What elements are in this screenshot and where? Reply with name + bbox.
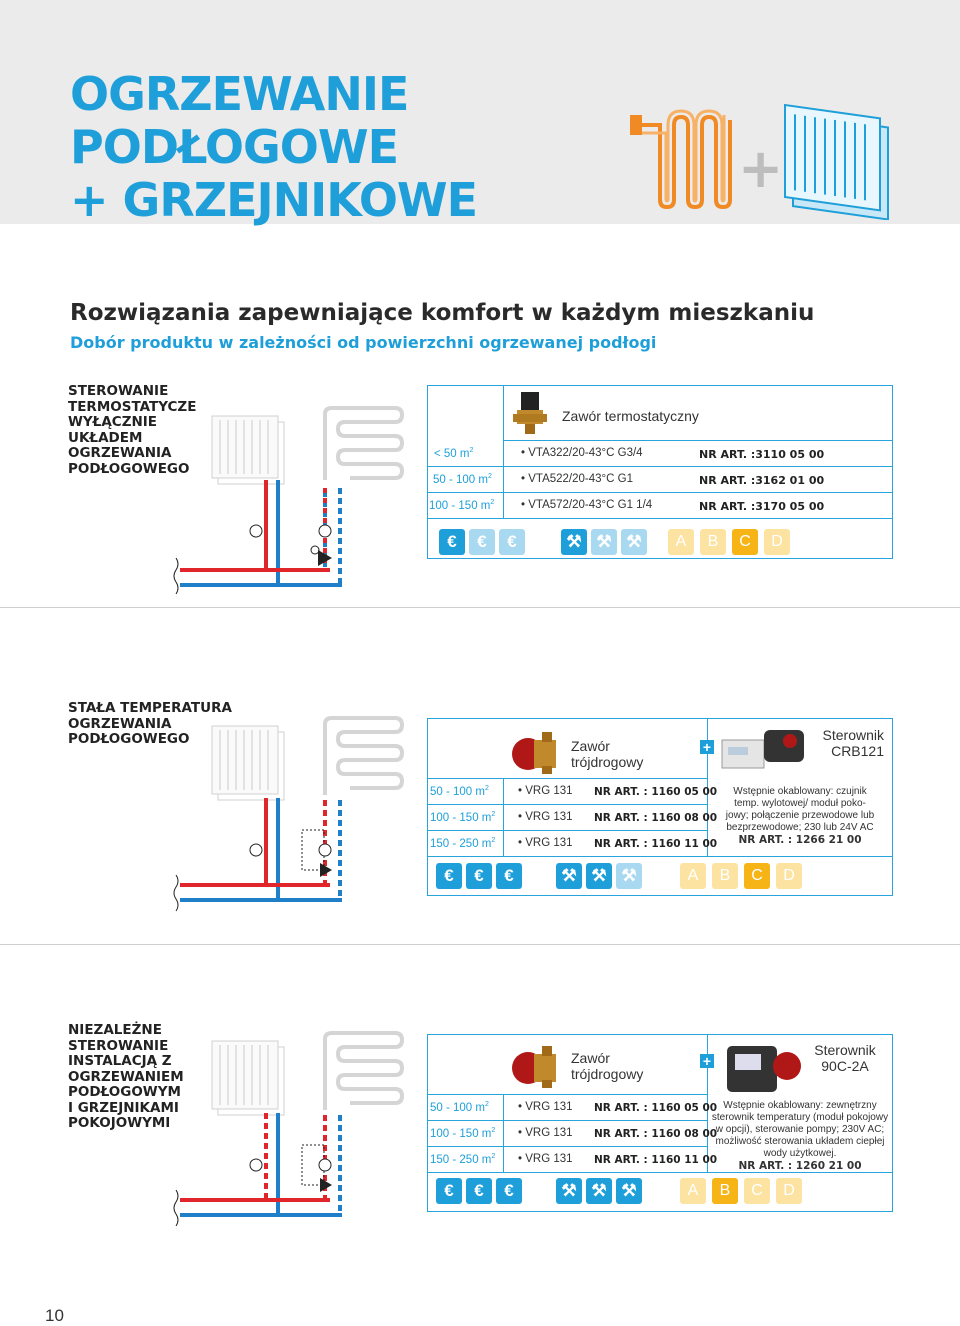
section-3-diagram: [170, 1025, 420, 1230]
wrench-icon: ⚒: [556, 1178, 582, 1204]
article-number: NR ART. : 1266 21 00: [738, 834, 862, 846]
section-2-diagram: [170, 710, 420, 915]
divider: [0, 944, 960, 945]
article-number: NR ART. : 1160 11 00: [594, 1154, 718, 1166]
class-badge: C: [744, 863, 770, 889]
class-badge: A: [680, 1178, 706, 1204]
plus-icon: +: [738, 137, 784, 200]
product-name: • VRG 131: [518, 1153, 573, 1165]
euro-icon: €: [466, 1178, 492, 1204]
class-badge: D: [764, 529, 790, 555]
area-range: 50 - 100 $m^2$: [430, 1101, 489, 1114]
valve-caption: Zawór trójdrogowy: [571, 1050, 644, 1082]
title-line: + GRZEJNIKOWE: [70, 173, 478, 227]
wrench-icon: ⚒: [621, 529, 647, 555]
euro-icon: €: [436, 1178, 462, 1204]
area-range: 50 - 100 $m^2$: [433, 473, 492, 486]
page-title: [70, 68, 477, 227]
plus-icon: +: [700, 1054, 714, 1068]
valve-caption: Zawór trójdrogowy: [571, 738, 644, 770]
article-number: NR ART. : 1160 11 00: [594, 838, 718, 850]
product-name: • VTA522/20-43°C G1: [521, 473, 633, 485]
article-number: NR ART. : 1160 05 00: [594, 786, 718, 798]
euro-icon: €: [496, 863, 522, 889]
wrench-icon: ⚒: [586, 863, 612, 889]
wrench-icon: ⚒: [616, 1178, 642, 1204]
wrench-icon: ⚒: [586, 1178, 612, 1204]
class-badge: D: [776, 1178, 802, 1204]
class-badge: D: [776, 863, 802, 889]
class-badge: B: [712, 1178, 738, 1204]
area-range: < 50 $m^2$: [434, 447, 474, 460]
article-number: NR ART. : 1260 21 00: [738, 1160, 862, 1172]
section-subheading: Dobór produktu w zależności od powierzchni ogrzewanej podłogi: [70, 333, 657, 352]
area-range: 100 - 150 $m^2$: [430, 1127, 496, 1140]
thermostatic-valve-icon: [513, 392, 547, 434]
article-number: NR ART. : 1160 08 00: [594, 1128, 718, 1140]
product-name: • VRG 131: [518, 1101, 573, 1113]
three-way-valve-icon: [508, 1046, 558, 1088]
euro-icon: €: [466, 863, 492, 889]
three-way-valve-icon: [508, 732, 558, 774]
euro-icon: €: [439, 529, 465, 555]
product-name: • VTA322/20-43°C G3/4: [521, 447, 643, 459]
area-range: 150 - 250 $m^2$: [430, 1153, 496, 1166]
product-name: • VTA572/20-43°C G1 1/4: [521, 499, 653, 511]
class-badge: C: [732, 529, 758, 555]
class-badge: B: [700, 529, 726, 555]
wrench-icon: ⚒: [556, 863, 582, 889]
wrench-icon: ⚒: [616, 863, 642, 889]
section-3-title: NIEZALEŻNE STEROWANIE INSTALACJĄ Z OGRZEWANIEM PODŁOGOWYM I GRZEJNIKAMI POKOJOWYMI: [68, 1022, 184, 1131]
section-heading: Rozwiązania zapewniające komfort w każdym mieszkaniu: [70, 300, 815, 326]
euro-icon: €: [496, 1178, 522, 1204]
article-number: NR ART. : 1160 05 00: [594, 1102, 718, 1114]
product-name: • VRG 131: [518, 811, 573, 823]
euro-icon: €: [469, 529, 495, 555]
product-name: • VRG 131: [518, 837, 573, 849]
controller-90c-2a-icon: [725, 1040, 805, 1095]
area-range: 100 - 150 $m^2$: [430, 811, 496, 824]
title-line: OGRZEWANIE: [70, 67, 409, 121]
product-name: • VRG 131: [518, 1127, 573, 1139]
title-line: PODŁOGOWE: [70, 120, 399, 174]
controller-caption: Sterownik CRB121: [822, 727, 884, 759]
product-name: • VRG 131: [518, 785, 573, 797]
area-range: 150 - 250 $m^2$: [430, 837, 496, 850]
euro-icon: €: [499, 529, 525, 555]
floor-heating-radiator-icon: [620, 95, 900, 220]
controller-note: Wstępnie okablowany: zewnętrzny sterownik temperatury (moduł pokojowy w opcji), sterowanie pompy; 230V AC; możliwość sterowania układem ciepłej wody użytkowej. NR ART. : 1260 21 00: [711, 1100, 889, 1172]
class-badge: A: [668, 529, 694, 555]
wrench-icon: ⚒: [561, 529, 587, 555]
section-2-title: STAŁA TEMPERATURA OGRZEWANIA PODŁOGOWEGO: [68, 700, 232, 747]
divider: [0, 607, 960, 608]
controller-note: Wstępnie okablowany: czujnik temp. wylotowej/ moduł poko- jowy; połączenie przewodowe lub bezprzewodowe; 230 lub 24V AC NR ART. : 1266 21 00: [725, 786, 875, 846]
valve-caption: Zawór termostatyczny: [562, 408, 699, 424]
article-number: NR ART. :3110 05 00: [699, 448, 825, 461]
controller-crb121-icon: [720, 725, 810, 770]
section-1-diagram: [170, 400, 420, 615]
section-1-title: STEROWANIE TERMOSTATYCZE WYŁĄCZNIE UKŁADEM OGRZEWANIA PODŁOGOWEGO: [68, 383, 197, 477]
page-number: 10: [45, 1306, 64, 1325]
area-range: 100 - 150 $m^2$: [429, 499, 495, 512]
euro-icon: €: [436, 863, 462, 889]
area-range: 50 - 100 $m^2$: [430, 785, 489, 798]
article-number: NR ART. :3170 05 00: [699, 500, 825, 513]
class-badge: A: [680, 863, 706, 889]
article-number: NR ART. :3162 01 00: [699, 474, 825, 487]
class-badge: B: [712, 863, 738, 889]
plus-icon: +: [700, 740, 714, 754]
wrench-icon: ⚒: [591, 529, 617, 555]
article-number: NR ART. : 1160 08 00: [594, 812, 718, 824]
controller-caption: Sterownik 90C-2A: [814, 1042, 876, 1074]
radiator-icon: [212, 416, 284, 484]
class-badge: C: [744, 1178, 770, 1204]
